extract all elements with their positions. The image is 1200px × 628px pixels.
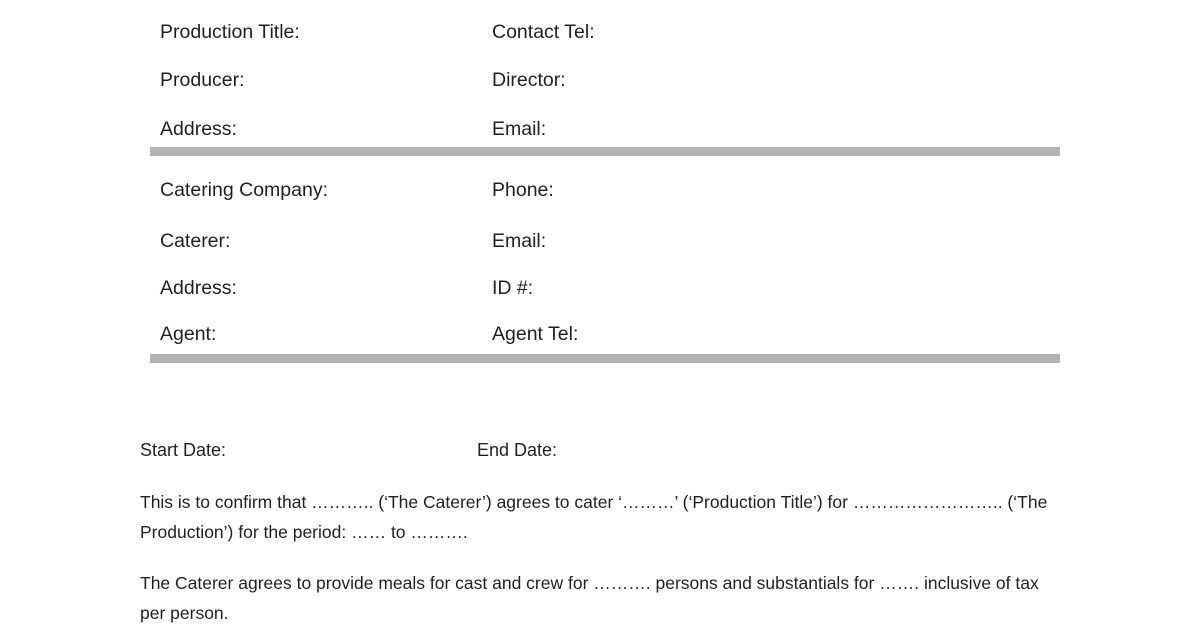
phone-label: Phone: [492, 179, 554, 201]
field-row [0, 68, 1200, 92]
field-cell-left [0, 20, 492, 44]
field-cell-right [492, 178, 1200, 202]
director-label: Director: [492, 69, 566, 92]
field-row [0, 20, 1200, 44]
confirmation-paragraph: This is to confirm that ……….. (‘The Caterer’) agrees to cater ‘………’ (‘Production Title’) for …………………….. (‘The Production’) for the period: …… to ………. [140, 492, 1048, 543]
field-cell-right [492, 229, 1200, 253]
start-date-cell [140, 440, 477, 461]
id-number-label: ID #: [492, 276, 534, 299]
email-label: Email: [492, 117, 547, 140]
agent-label: Agent: [160, 323, 217, 346]
field-cell-right [492, 20, 1200, 44]
caterer-address-label: Address: [160, 276, 237, 299]
field-cell-left [0, 229, 492, 253]
field-row [0, 229, 1200, 253]
field-row [0, 276, 1200, 300]
production-title-label: Production Title: [160, 21, 300, 43]
date-row [140, 440, 1060, 461]
field-cell-left [0, 117, 492, 141]
address-label: Address: [160, 117, 237, 140]
section-separator-bar [150, 354, 1060, 363]
field-cell-left [0, 322, 492, 346]
field-cell-right [492, 276, 1200, 300]
field-cell-right [492, 117, 1200, 141]
producer-label: Producer: [160, 69, 245, 92]
meals-paragraph: The Caterer agrees to provide meals for cast and crew for ………. persons and substantials for ……. inclusive of tax per person. [140, 573, 1039, 624]
agent-tel-label: Agent Tel: [492, 323, 579, 346]
field-cell-right [492, 68, 1200, 92]
field-cell-right [492, 322, 1200, 346]
catering-details-block [0, 156, 1200, 347]
catering-company-label: Catering Company: [160, 179, 328, 201]
end-date-label: End Date: [477, 440, 558, 460]
field-cell-left [0, 276, 492, 300]
caterer-label: Caterer: [160, 230, 231, 253]
section-separator-bar [150, 147, 1060, 156]
field-row [0, 178, 1200, 202]
contact-tel-label: Contact Tel: [492, 21, 595, 43]
field-cell-left [0, 178, 492, 202]
production-details-block [0, 0, 1200, 141]
caterer-email-label: Email: [492, 230, 547, 253]
end-date-cell [477, 440, 1060, 461]
start-date-label: Start Date: [140, 440, 227, 460]
field-row [0, 117, 1200, 141]
field-cell-left [0, 68, 492, 92]
field-row [0, 322, 1200, 346]
